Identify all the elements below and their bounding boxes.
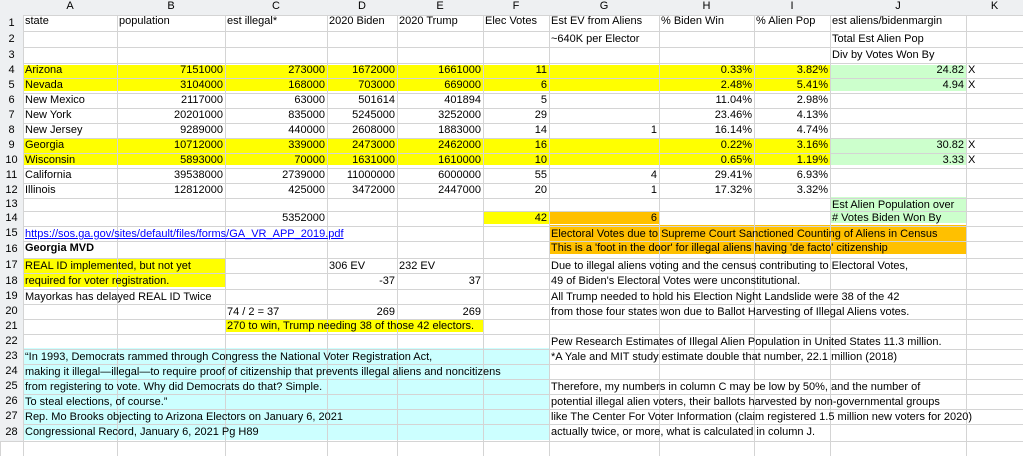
row-header[interactable]: 22 xyxy=(0,334,23,349)
cell-g15[interactable]: Electoral Votes due to Supreme Court Sanctioned Counting of Aliens in Census xyxy=(551,228,938,240)
cell-g19[interactable]: All Trump needed to hold his Election Night Landslide were 38 of the 42 xyxy=(551,291,900,303)
column-header-c[interactable]: C xyxy=(225,0,327,15)
header-2020-biden[interactable]: 2020 Biden xyxy=(329,15,385,27)
cell-alien-pop[interactable]: 3.32% xyxy=(796,184,828,196)
cell-biden-win[interactable]: 16.14% xyxy=(714,124,752,136)
row-header[interactable]: 12 xyxy=(0,183,23,198)
cell-biden-votes[interactable]: 11000000 xyxy=(346,169,395,181)
row-header[interactable]: 4 xyxy=(0,63,23,78)
cell-g27[interactable]: like The Center For Voter Information (claim registered 1.5 million new voters for 2020) xyxy=(551,411,973,423)
cell-elec-votes[interactable]: 5 xyxy=(540,94,547,106)
cell-state[interactable]: California xyxy=(25,169,72,181)
row-header[interactable]: 2 xyxy=(0,31,23,47)
cell-alien-pop[interactable]: 4.13% xyxy=(796,109,828,121)
cell-ratio[interactable]: 4.94 xyxy=(942,79,964,91)
cell-est-illegal[interactable]: 2739000 xyxy=(282,169,325,181)
row-header[interactable]: 15 xyxy=(0,226,23,241)
cell-elec-votes[interactable]: 20 xyxy=(534,184,547,196)
cell-a18[interactable]: required for voter registration. xyxy=(25,275,170,287)
cell-ratio[interactable]: 30.82 xyxy=(936,139,964,151)
cell-trump-votes[interactable]: 2462000 xyxy=(438,139,481,151)
cell-g2[interactable]: ~640K per Elector xyxy=(551,33,640,45)
cell-biden-win[interactable]: 11.04% xyxy=(715,94,752,106)
cell-biden-win[interactable]: 0.33% xyxy=(720,64,752,76)
cell-trump-votes[interactable]: 669000 xyxy=(444,79,481,91)
cell-alien-pop[interactable]: 4.74% xyxy=(796,124,828,136)
cell-a23[interactable]: “In 1993, Democrats rammed through Congress the National Voter Registration Act, xyxy=(25,351,433,363)
cell-ratio[interactable]: 3.33 xyxy=(942,154,964,166)
cell-state[interactable]: Wisconsin xyxy=(25,154,76,166)
cell-elec-votes[interactable]: 6 xyxy=(540,79,547,91)
cell-g26[interactable]: potential illegal alien voters, their ballots harvested by non-governmental groups xyxy=(551,396,940,408)
cell-alien-pop[interactable]: 3.16% xyxy=(796,139,828,151)
cell-alien-pop[interactable]: 6.93% xyxy=(796,169,828,181)
cell-trump-votes[interactable]: 401894 xyxy=(444,94,481,106)
cell-biden-votes[interactable]: 1672000 xyxy=(352,64,395,76)
cell-elec-votes[interactable]: 29 xyxy=(534,109,547,121)
cell-state[interactable]: Georgia xyxy=(25,139,65,151)
cell-est-ev[interactable] xyxy=(549,94,659,107)
cell-population[interactable]: 7151000 xyxy=(180,64,223,76)
cell-elec-votes[interactable]: 55 xyxy=(534,169,547,181)
cell-a16[interactable]: Georgia MVD xyxy=(25,242,95,254)
cell-c20[interactable]: 74 / 2 = 37 xyxy=(227,306,280,318)
select-all-corner[interactable] xyxy=(0,0,23,15)
cell-biden-votes[interactable]: 1631000 xyxy=(352,154,395,166)
cell-e18[interactable]: 37 xyxy=(468,275,481,287)
cell-c14-total[interactable]: 5352000 xyxy=(282,212,325,224)
row-header[interactable]: 6 xyxy=(0,93,23,108)
cell-est-illegal[interactable]: 440000 xyxy=(288,124,325,136)
row-header[interactable]: 27 xyxy=(0,409,23,424)
cell-biden-win[interactable]: 0.65% xyxy=(720,154,752,166)
cell-population[interactable]: 12812000 xyxy=(174,184,223,196)
row-header[interactable]: 21 xyxy=(0,319,23,334)
cell-x-mark[interactable]: X xyxy=(968,154,976,166)
cell-alien-pop[interactable]: 3.82% xyxy=(796,64,828,76)
cell-population[interactable]: 2117000 xyxy=(180,94,223,106)
cell-biden-votes[interactable]: 703000 xyxy=(358,79,395,91)
cell-est-ev[interactable] xyxy=(549,79,659,92)
cell-ratio[interactable]: 24.82 xyxy=(936,64,964,76)
cell-d20[interactable]: 269 xyxy=(376,306,395,318)
row-header[interactable]: 3 xyxy=(0,47,23,63)
link-ga-vr-app[interactable]: https://sos.ga.gov/sites/default/files/forms/GA_VR_APP_2019.pdf xyxy=(25,228,344,240)
cell-biden-votes[interactable]: 501614 xyxy=(358,94,395,106)
cell-f14-total-ev[interactable]: 42 xyxy=(534,212,547,224)
row-header[interactable]: 5 xyxy=(0,78,23,93)
header-biden-win[interactable]: % Biden Win xyxy=(661,15,724,27)
cell-j2[interactable]: Total Est Alien Pop xyxy=(832,33,924,45)
column-header-h[interactable]: H xyxy=(659,0,754,15)
cell-est-illegal[interactable]: 339000 xyxy=(288,139,325,151)
row-header[interactable]: 11 xyxy=(0,168,23,183)
column-header-f[interactable]: F xyxy=(483,0,549,15)
header-margin[interactable]: est aliens/bidenmargin xyxy=(832,15,943,27)
cell-est-illegal[interactable]: 70000 xyxy=(294,154,325,166)
cell-g18[interactable]: 49 of Biden's Electoral Votes were unconstitutional. xyxy=(551,275,801,287)
cell-d18[interactable]: -37 xyxy=(379,275,395,287)
cell-g25[interactable]: Therefore, my numbers in column C may be low by 50%, and the number of xyxy=(551,381,921,393)
cell-state[interactable]: New Mexico xyxy=(25,94,85,106)
row-header[interactable]: 26 xyxy=(0,394,23,409)
header-2020-trump[interactable]: 2020 Trump xyxy=(399,15,458,27)
cell-a17[interactable]: REAL ID implemented, but not yet xyxy=(25,260,191,272)
cell-state[interactable]: Arizona xyxy=(25,64,63,76)
cell-ratio[interactable] xyxy=(830,124,966,137)
cell-alien-pop[interactable]: 2.98% xyxy=(796,94,828,106)
cell-x-mark[interactable] xyxy=(966,109,986,122)
header-est-illegal[interactable]: est illegal* xyxy=(227,15,278,27)
cell-population[interactable]: 9289000 xyxy=(180,124,223,136)
cell-g17[interactable]: Due to illegal aliens voting and the census contributing to Electoral Votes, xyxy=(551,260,909,272)
cell-g16[interactable]: This is a 'foot in the door' for illegal aliens having 'de facto' citizenship xyxy=(551,242,888,254)
cell-est-illegal[interactable]: 273000 xyxy=(288,64,325,76)
cell-c21[interactable]: 270 to win, Trump needing 38 of those 42 electors. xyxy=(227,320,475,332)
header-alien-pop[interactable]: % Alien Pop xyxy=(756,15,816,27)
cell-trump-votes[interactable]: 2447000 xyxy=(438,184,481,196)
cell-x-mark[interactable]: X xyxy=(968,79,976,91)
cell-trump-votes[interactable]: 1610000 xyxy=(438,154,481,166)
cell-ratio[interactable] xyxy=(830,94,966,107)
header-population[interactable]: population xyxy=(119,15,170,27)
row-header[interactable]: 8 xyxy=(0,123,23,138)
cell-trump-votes[interactable]: 6000000 xyxy=(438,169,481,181)
cell-state[interactable]: New Jersey xyxy=(25,124,83,136)
row-header[interactable]: 7 xyxy=(0,108,23,123)
row-header[interactable]: 13 xyxy=(0,198,23,211)
cell-x-mark[interactable]: X xyxy=(968,64,976,76)
cell-biden-votes[interactable]: 2608000 xyxy=(352,124,395,136)
cell-biden-votes[interactable]: 5245000 xyxy=(352,109,395,121)
cell-biden-win[interactable]: 2.48% xyxy=(720,79,752,91)
row-header[interactable]: 1 xyxy=(0,15,23,31)
cell-population[interactable]: 39538000 xyxy=(174,169,223,181)
cell-x-mark[interactable] xyxy=(966,124,986,137)
cell-g28[interactable]: actually twice, or more, what is calculated in column J. xyxy=(551,426,816,438)
cell-elec-votes[interactable]: 11 xyxy=(535,64,547,76)
cell-biden-win[interactable]: 17.32% xyxy=(714,184,752,196)
header-state[interactable]: state xyxy=(25,15,49,27)
cell-trump-votes[interactable]: 1883000 xyxy=(438,124,481,136)
cell-population[interactable]: 3104000 xyxy=(180,79,223,91)
column-header-d[interactable]: D xyxy=(327,0,397,15)
cell-g22[interactable]: Pew Research Estimates of Illegal Alien Population in United States 11.3 million. xyxy=(551,336,942,348)
column-header-g[interactable]: G xyxy=(549,0,659,15)
cell-est-illegal[interactable]: 63000 xyxy=(294,94,325,106)
cell-est-ev[interactable] xyxy=(549,109,659,122)
column-header-j[interactable]: J xyxy=(830,0,966,15)
row-header[interactable]: 14 xyxy=(0,211,23,226)
cell-x-mark[interactable] xyxy=(966,184,986,197)
cell-state[interactable]: Illinois xyxy=(25,184,56,196)
cell-est-ev[interactable]: 4 xyxy=(650,169,657,181)
cell-ratio[interactable] xyxy=(830,184,966,197)
cell-e20[interactable]: 269 xyxy=(462,306,481,318)
row-header[interactable]: 24 xyxy=(0,364,23,379)
column-header-e[interactable]: E xyxy=(397,0,483,15)
cell-trump-votes[interactable]: 3252000 xyxy=(438,109,481,121)
row-header[interactable]: 17 xyxy=(0,258,23,273)
row-header[interactable]: 18 xyxy=(0,273,23,289)
cell-d17[interactable]: 306 EV xyxy=(329,260,366,272)
cell-state[interactable]: New York xyxy=(25,109,72,121)
cell-est-ev[interactable]: 1 xyxy=(650,124,657,136)
column-header-b[interactable]: B xyxy=(117,0,225,15)
cell-a28[interactable]: Congressional Record, January 6, 2021 Pg H89 xyxy=(25,426,259,438)
cell-j13[interactable]: Est Alien Population over xyxy=(832,199,955,211)
cell-est-illegal[interactable]: 835000 xyxy=(288,109,325,121)
cell-elec-votes[interactable]: 16 xyxy=(534,139,547,151)
cell-j3[interactable]: Div by Votes Won By xyxy=(832,49,935,61)
cell-est-ev[interactable] xyxy=(549,64,659,77)
cell-a19[interactable]: Mayorkas has delayed REAL ID Twice xyxy=(25,291,212,303)
cell-g14-total[interactable]: 6 xyxy=(650,212,657,224)
row-header[interactable]: 25 xyxy=(0,379,23,394)
cell-j14[interactable]: # Votes Biden Won By xyxy=(832,212,942,224)
cell-alien-pop[interactable]: 1.19% xyxy=(796,154,828,166)
column-header-i[interactable]: I xyxy=(754,0,830,15)
row-header[interactable]: 16 xyxy=(0,241,23,258)
cell-alien-pop[interactable]: 5.41% xyxy=(796,79,828,91)
cell-x-mark[interactable] xyxy=(966,94,986,107)
cell-ratio[interactable] xyxy=(830,109,966,122)
cell-est-ev[interactable]: 1 xyxy=(650,184,657,196)
cell-a26[interactable]: To steal elections, of course.” xyxy=(25,396,168,408)
cell-e17[interactable]: 232 EV xyxy=(399,260,436,272)
header-est-ev[interactable]: Est EV from Aliens xyxy=(551,15,643,27)
cell-a24[interactable]: making it illegal—illegal—to require proof of citizenship that prevents illegal aliens and noncitizens xyxy=(25,366,501,378)
row-header[interactable]: 28 xyxy=(0,424,23,441)
cell-biden-win[interactable]: 29.41% xyxy=(714,169,752,181)
cell-biden-votes[interactable]: 2473000 xyxy=(352,139,395,151)
cell-est-ev[interactable] xyxy=(549,139,659,152)
cell-x-mark[interactable]: X xyxy=(968,139,976,151)
cell-trump-votes[interactable]: 1661000 xyxy=(438,64,481,76)
cell-est-illegal[interactable]: 425000 xyxy=(288,184,325,196)
cell-population[interactable]: 5893000 xyxy=(180,154,223,166)
cell-est-illegal[interactable]: 168000 xyxy=(288,79,325,91)
cell-g20[interactable]: from those four states won due to Ballot Harvesting of Illegal Aliens votes. xyxy=(551,306,910,318)
cell-biden-win[interactable]: 0.22% xyxy=(720,139,752,151)
row-header[interactable]: 20 xyxy=(0,304,23,319)
cell-biden-win[interactable]: 23.46% xyxy=(714,109,752,121)
row-header[interactable]: 10 xyxy=(0,153,23,168)
cell-ratio[interactable] xyxy=(830,169,966,182)
cell-population[interactable]: 10712000 xyxy=(174,139,223,151)
cell-state[interactable]: Nevada xyxy=(25,79,63,91)
cell-elec-votes[interactable]: 10 xyxy=(534,154,547,166)
row-header[interactable]: 23 xyxy=(0,349,23,364)
cell-elec-votes[interactable]: 14 xyxy=(534,124,547,136)
column-header-a[interactable]: A xyxy=(23,0,117,15)
cell-g23[interactable]: *A Yale and MIT study estimate double that number, 22.1 million (2018) xyxy=(551,351,898,363)
cell-a25[interactable]: from registering to vote. Why did Democrats do that? Simple. xyxy=(25,381,323,393)
row-header[interactable]: 9 xyxy=(0,138,23,153)
cell-est-ev[interactable] xyxy=(549,154,659,167)
cell-biden-votes[interactable]: 3472000 xyxy=(352,184,395,196)
cell-x-mark[interactable] xyxy=(966,169,986,182)
cell-population[interactable]: 20201000 xyxy=(174,109,223,121)
cell-a27[interactable]: Rep. Mo Brooks objecting to Arizona Electors on January 6, 2021 xyxy=(25,411,343,423)
header-elec-votes[interactable]: Elec Votes xyxy=(485,15,537,27)
column-header-k[interactable]: K xyxy=(966,0,1023,15)
row-header[interactable]: 19 xyxy=(0,289,23,304)
